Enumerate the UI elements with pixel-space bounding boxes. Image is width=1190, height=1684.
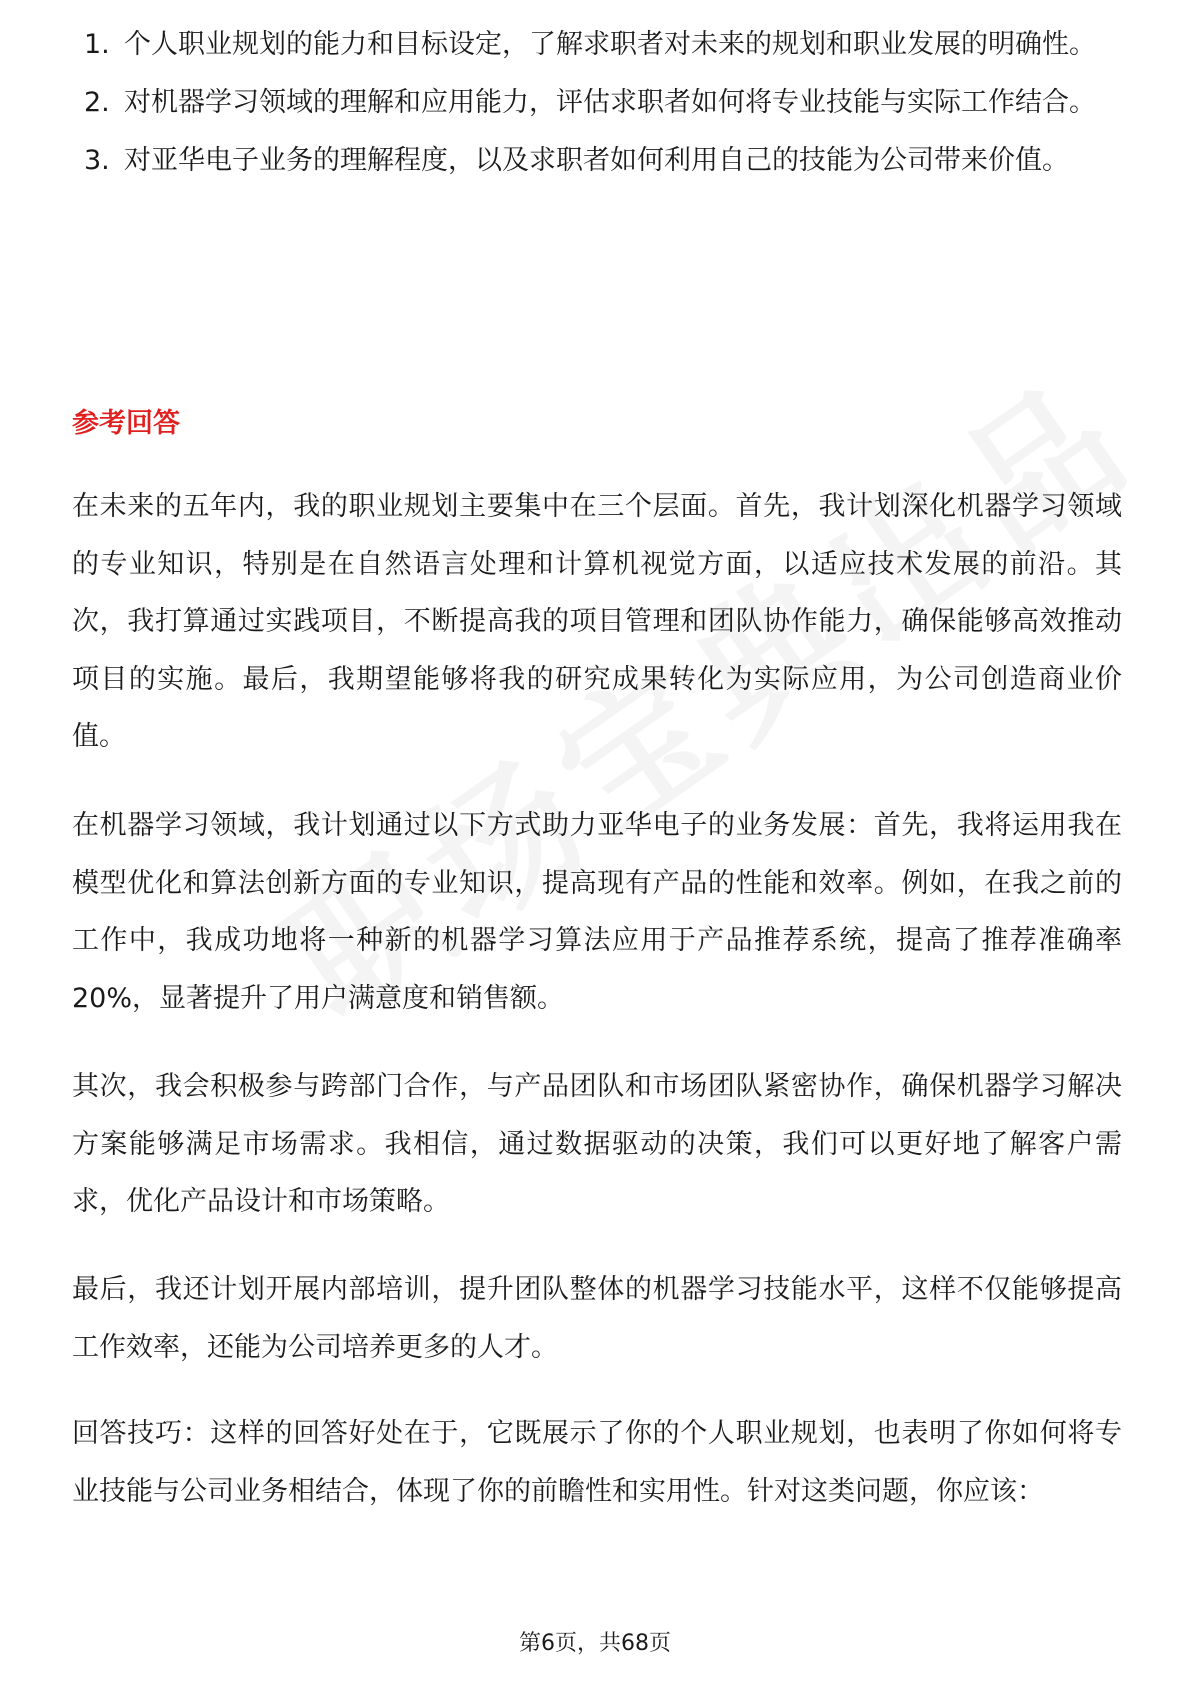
list-item (72, 74, 1132, 131)
list-item-text: 对机器学习领域的理解和应用能力，评估求职者如何将专业技能与实际工作结合。 (124, 87, 1096, 118)
list-item-number: 1. (84, 29, 110, 60)
answer-paragraph: 在机器学习领域，我计划通过以下方式助力亚华电子的业务发展：首先，我将运用我在模型优化和算法创新方面的专业知识，提高现有产品的性能和效率。例如，在我之前的工作中，我成功地将一种新的机器学习算法应用于产品推荐系统，提高了推荐准确率20%，显著提升了用户满意度和销售额。 (72, 810, 1122, 1014)
section-heading: 参考回答 (72, 408, 180, 439)
page-number: 第6页，共68页 (519, 1631, 671, 1656)
list-item (72, 16, 1132, 73)
tips-paragraph: 回答技巧：这样的回答好处在于，它既展示了你的个人职业规划，也表明了你如何将专业技能与公司业务相结合，体现了你的前瞻性和实用性。针对这类问题，你应该： (72, 1418, 1122, 1507)
list-item-text: 个人职业规划的能力和目标设定，了解求职者对未来的规划和职业发展的明确性。 (124, 29, 1096, 60)
answer-paragraph: 最后，我还计划开展内部培训，提升团队整体的机器学习技能水平，这样不仅能够提高工作效率，还能为公司培养更多的人才。 (72, 1274, 1122, 1363)
list-item (72, 132, 1132, 189)
list-item-number: 3. (84, 145, 110, 176)
list-item-number: 2. (84, 87, 110, 118)
criteria-list (72, 22, 1132, 190)
answer-paragraph: 其次，我会积极参与跨部门合作，与产品团队和市场团队紧密协作，确保机器学习解决方案能够满足市场需求。我相信，通过数据驱动的决策，我们可以更好地了解客户需求，优化产品设计和市场策略。 (72, 1071, 1122, 1217)
list-item-text: 对亚华电子业务的理解程度，以及求职者如何利用自己的技能为公司带来价值。 (124, 145, 1069, 176)
answer-paragraph: 在未来的五年内，我的职业规划主要集中在三个层面。首先，我计划深化机器学习领域的专业知识，特别是在自然语言处理和计算机视觉方面，以适应技术发展的前沿。其次，我打算通过实践项目，不断提高我的项目管理和团队协作能力，确保能够高效推动项目的实施。最后，我期望能够将我的研究成果转化为实际应用，为公司创造商业价值。 (72, 491, 1122, 752)
